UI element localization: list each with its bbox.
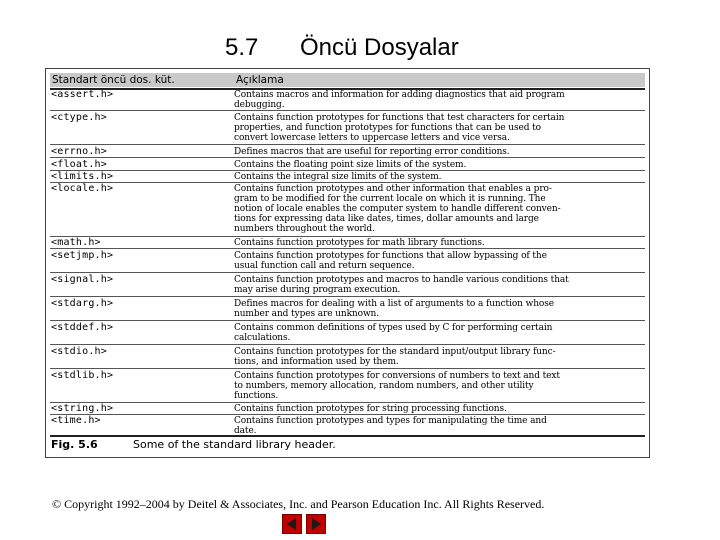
row-separator	[50, 144, 645, 145]
table-row-header: <assert.h>	[51, 89, 114, 100]
row-separator	[50, 320, 645, 321]
row-separator	[50, 170, 645, 171]
table-row-header: <limits.h>	[51, 171, 114, 182]
page-title: Öncü Dosyalar	[300, 34, 459, 61]
column-header-file: Standart öncü dos. küt.	[52, 74, 175, 86]
table-row-header: <stddef.h>	[51, 322, 114, 333]
table-row-description: Contains function prototypes and types for manipulating the time and date.	[234, 416, 547, 436]
next-slide-button[interactable]	[306, 514, 326, 534]
table-row-description: Contains common definitions of types used by C for performing certain calculations.	[234, 323, 553, 343]
table-row-description: Defines macros that are useful for reporting error conditions.	[234, 147, 510, 157]
table-row-header: <float.h>	[51, 159, 107, 170]
table-row-description: Contains function prototypes and other information that enables a pro- gram to be modified for the current locale on which it is running. The notion of locale enables the computer system to handle different conven- tions for expressing data like dates, times, dollar amounts and large numbers throughout the world.	[234, 184, 561, 234]
row-separator	[50, 248, 645, 249]
section-number: 5.7	[225, 34, 259, 61]
row-separator	[50, 182, 645, 183]
row-separator	[50, 110, 645, 111]
previous-slide-button[interactable]	[282, 514, 302, 534]
table-row-description: Contains function prototypes for string processing functions.	[234, 404, 507, 414]
table-row-description: Contains function prototypes and macros to handle various conditions that may arise during program execution.	[234, 275, 569, 295]
table-row-description: Contains the floating point size limits of the system.	[234, 160, 467, 170]
table-row-description: Contains function prototypes for the standard input/output library func- tions, and information used by them.	[234, 347, 556, 367]
row-separator	[50, 157, 645, 158]
table-row-header: <stdio.h>	[51, 346, 107, 357]
row-separator	[50, 368, 645, 369]
slide-title	[0, 30, 720, 66]
table-row-header: <string.h>	[51, 403, 114, 414]
table-row-header: <signal.h>	[51, 274, 114, 285]
triangle-right-icon	[307, 515, 325, 533]
table-row-header: <math.h>	[51, 237, 101, 248]
triangle-left-icon	[283, 515, 301, 533]
table-row-description: Defines macros for dealing with a list of arguments to a function whose number and types are unknown.	[234, 299, 554, 319]
table-row-header: <locale.h>	[51, 183, 114, 194]
column-header-description: Açıklama	[236, 74, 284, 86]
table-row-header: <setjmp.h>	[51, 250, 114, 261]
table-row-header: <stdarg.h>	[51, 298, 114, 309]
table-row-header: <stdlib.h>	[51, 370, 114, 381]
library-header-table-figure	[45, 68, 650, 458]
row-separator	[50, 296, 645, 297]
row-separator	[50, 402, 645, 403]
table-row-description: Contains function prototypes for math library functions.	[234, 238, 485, 248]
table-row-header: <errno.h>	[51, 146, 107, 157]
table-row-description: Contains macros and information for adding diagnostics that aid program debugging.	[234, 90, 565, 110]
row-separator	[50, 272, 645, 273]
table-row-header: <ctype.h>	[51, 112, 107, 123]
row-separator	[50, 344, 645, 345]
row-separator	[50, 236, 645, 237]
figure-caption	[51, 438, 646, 452]
table-row-description: Contains the integral size limits of the system.	[234, 172, 442, 182]
table-row-description: Contains function prototypes for conversions of numbers to text and text to numbers, memory allocation, random numbers, and other utility functions.	[234, 371, 560, 401]
figure-caption-text: Some of the standard library header.	[133, 438, 336, 451]
table-row-description: Contains function prototypes for functions that test characters for certain properties, and function prototypes for functions that can be used to convert lowercase letters to uppercase letters and vice versa.	[234, 113, 565, 143]
table-row-description: Contains function prototypes for functions that allow bypassing of the usual function call and return sequence.	[234, 251, 547, 271]
figure-caption-label: Fig. 5.6	[51, 438, 98, 451]
table-row-header: <time.h>	[51, 415, 101, 426]
copyright-footer: © Copyright 1992–2004 by Deitel & Associates, Inc. and Pearson Education Inc. All Rights Reserved.	[52, 497, 545, 511]
row-separator	[50, 414, 645, 415]
table-header-row	[50, 73, 645, 87]
